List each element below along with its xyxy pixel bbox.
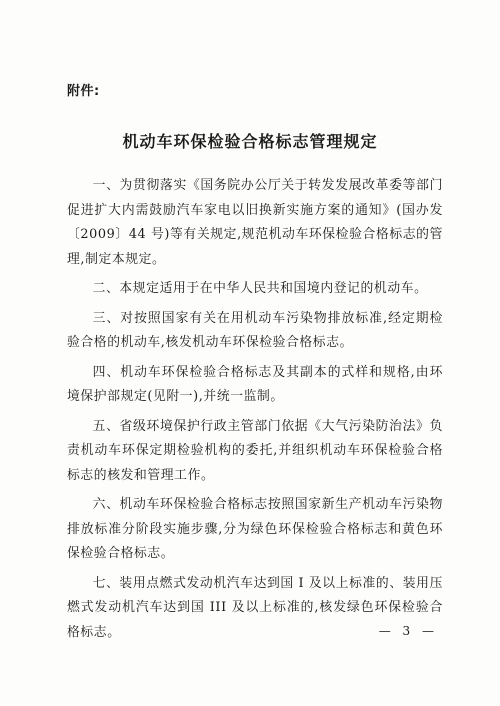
- paragraph-7: 七、装用点燃式发动机汽车达到国 I 及以上标准的、装用压燃式发动机汽车达到国 III 及以上标准的,核发绿色环保检验合格标志。: [67, 575, 443, 640]
- page-number: — 3 —: [378, 624, 438, 638]
- attachment-label: 附件:: [67, 84, 100, 99]
- document-title: 机动车环保检验合格标志管理规定: [122, 132, 378, 151]
- paragraph-6: 六、机动车环保检验合格标志按照国家新生产机动车污染物排放标准分阶段实施步骤,分为绿色环保检验合格标志和黄色环保检验合格标志。: [67, 497, 443, 561]
- paragraph-5: 五、省级环境保护行政主管部门依据《大气污染防治法》负责机动车环保定期检验机构的委托,并组织机动车环保检验合格标志的核发和管理工作。: [67, 418, 443, 483]
- paragraph-4: 四、机动车环保检验合格标志及其副本的式样和规格,由环境保护部规定(见附一),并统一监制。: [67, 364, 443, 404]
- paragraph-1: 一、为贯彻落实《国务院办公厅关于转发发展改革委等部门促进扩大内需鼓励汽车家电以旧换新实施方案的通知》(国办发〔2009〕44 号)等有关规定,规范机动车环保检验合格标志的管理,制定本规定。: [67, 178, 443, 267]
- paragraph-3: 三、对按照国家有关在用机动车污染物排放标准,经定期检验合格的机动车,核发机动车环保检验合格标志。: [67, 310, 443, 350]
- paragraph-2: 二、本规定适用于在中华人民共和国境内登记的机动车。: [92, 281, 428, 296]
- document-body: [67, 174, 443, 650]
